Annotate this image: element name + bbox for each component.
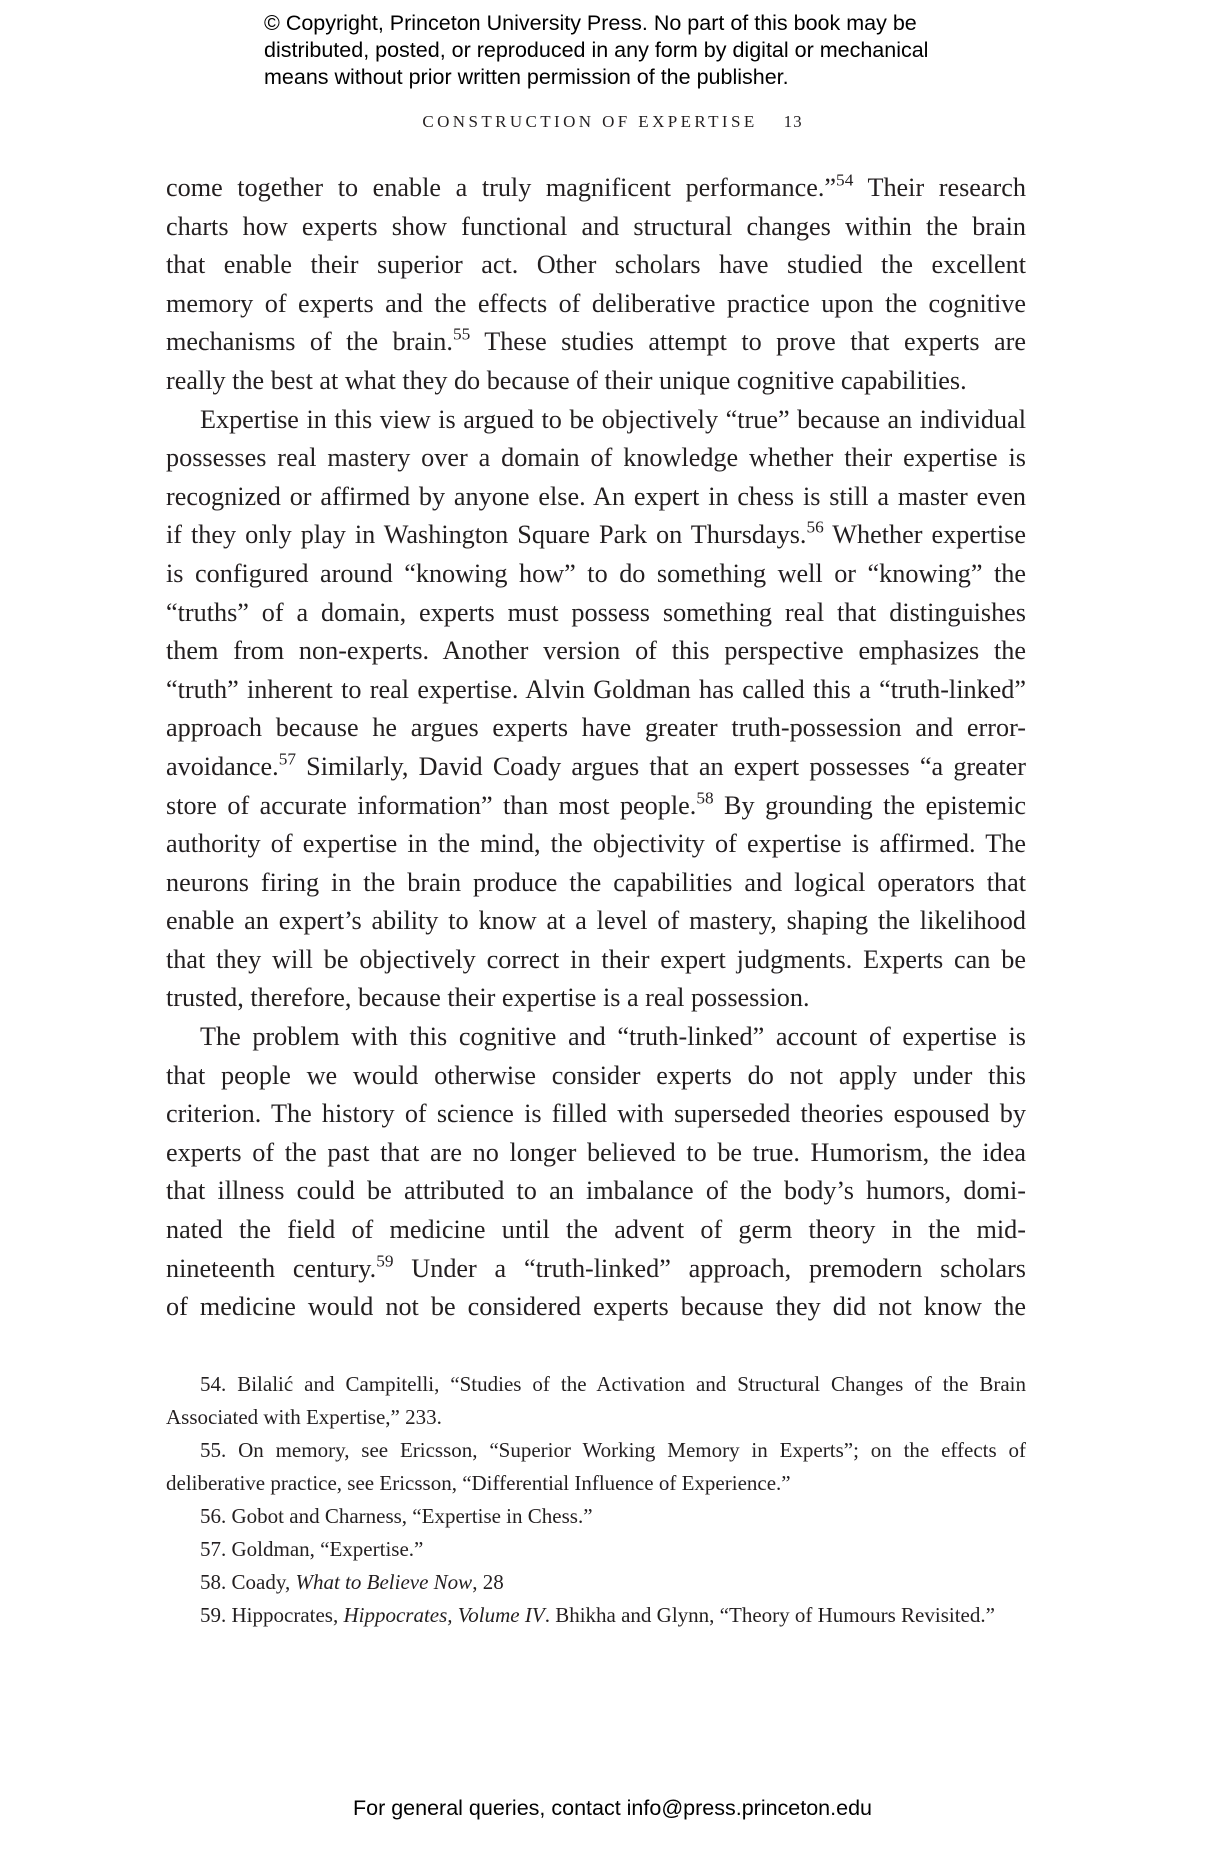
copyright-line: distributed, posted, or reproduced in any form by digital or mechanical <box>264 38 929 62</box>
copyright-line: means without prior written permission of the publisher. <box>264 65 789 89</box>
footnote-54-cont: Associated with Expertise,” 233. <box>166 1405 442 1429</box>
copyright-line: © Copyright, Princeton University Press. No part of this book may be <box>264 11 917 35</box>
footnotes <box>166 1368 1026 1632</box>
footer-contact: For general queries, contact info@press.princeton.edu <box>352 1796 872 1820</box>
body-text <box>166 169 1026 1327</box>
body-line: possesses real mastery over a domain of knowledge whether their expertise is <box>166 443 1026 473</box>
page-number: 13 <box>783 112 803 131</box>
footnote-ref[interactable]: 54 <box>836 170 854 190</box>
body-line: mechanisms of the brain.$^{55}$ These studies attempt to prove that experts are <box>166 324 1026 357</box>
footnote-ref[interactable]: 59 <box>376 1250 394 1270</box>
body-line: really the best at what they do because of their unique cognitive capabilities. <box>166 365 967 395</box>
footnote-55: 55. On memory, see Ericsson, “Superior Working Memory in Experts”; on the effects of <box>200 1438 1026 1462</box>
body-line: Expertise in this view is argued to be objectively “true” because an individual <box>200 404 1026 434</box>
footnote-59: 59. Hippocrates, Hippocrates, Volume IV. Bhikha and Glynn, “Theory of Humours Revisited.” <box>200 1603 995 1627</box>
footnote-ref[interactable]: 56 <box>806 517 824 537</box>
body-line: authority of expertise in the mind, the objectivity of expertise is affirmed. The <box>166 829 1026 859</box>
body-line: enable an expert’s ability to know at a level of mastery, shaping the likelihood <box>166 906 1026 936</box>
body-line: avoidance.$^{57}$ Similarly, David Coady argues that an expert possesses “a greater <box>166 749 1026 781</box>
body-line: come together to enable a truly magnificent performance.”$^{54}$ Their research <box>166 170 1026 202</box>
footnote-58: 58. Coady, What to Believe Now, 28 <box>200 1570 504 1594</box>
footnote-57: 57. Goldman, “Expertise.” <box>200 1537 424 1561</box>
running-head-title: CONSTRUCTION OF EXPERTISE <box>422 112 758 131</box>
body-line: The problem with this cognitive and “truth-linked” account of expertise is <box>200 1022 1026 1052</box>
body-line: criterion. The history of science is filled with superseded theories espoused by <box>166 1099 1026 1129</box>
body-line: approach because he argues experts have greater truth-possession and error- <box>166 713 1026 743</box>
footnote-55-cont: deliberative practice, see Ericsson, “Differential Influence of Experience.” <box>166 1471 791 1495</box>
footnote-54: 54. Bilalić and Campitelli, “Studies of the Activation and Structural Changes of the Brain <box>200 1372 1026 1396</box>
body-line: store of accurate information” than most people.$^{58}$ By grounding the epistemic <box>166 787 1026 820</box>
body-line: that enable their superior act. Other scholars have studied the excellent <box>166 250 1026 280</box>
body-line: charts how experts show functional and structural changes within the brain <box>166 211 1026 241</box>
book-title: Hippocrates, Volume IV <box>343 1603 545 1627</box>
body-line: is configured around “knowing how” to do something well or “knowing” the <box>166 558 1026 588</box>
body-line: them from non-experts. Another version of this perspective emphasizes the <box>166 636 1026 666</box>
body-line: that illness could be attributed to an imbalance of the body’s humors, domi- <box>166 1176 1026 1206</box>
book-title: What to Believe Now <box>295 1570 473 1594</box>
body-line: neurons firing in the brain produce the capabilities and logical operators that <box>166 867 1026 897</box>
body-line: if they only play in Washington Square Park on Thursdays.$^{56}$ Whether expertise <box>166 517 1026 550</box>
body-line: trusted, therefore, because their expertise is a real possession. <box>166 983 810 1013</box>
body-line: recognized or affirmed by anyone else. An expert in chess is still a master even <box>166 481 1026 511</box>
body-line: nineteenth century.$^{59}$ Under a “truth-linked” approach, premodern scholars <box>166 1250 1026 1283</box>
body-line: experts of the past that are no longer believed to be true. Humorism, the idea <box>166 1137 1026 1167</box>
body-line: memory of experts and the effects of deliberative practice upon the cognitive <box>166 288 1026 318</box>
footnote-ref[interactable]: 58 <box>696 787 714 807</box>
body-line: that they will be objectively correct in their expert judgments. Experts can be <box>166 944 1026 974</box>
body-line: nated the field of medicine until the advent of germ theory in the mid- <box>166 1215 1026 1245</box>
copyright-notice <box>264 10 1024 91</box>
footnote-56: 56. Gobot and Charness, “Expertise in Chess.” <box>200 1504 593 1528</box>
body-line: “truth” inherent to real expertise. Alvin Goldman has called this a “truth-linked” <box>166 674 1026 704</box>
body-line: “truths” of a domain, experts must possess something real that distinguishes <box>166 597 1026 627</box>
footnote-ref[interactable]: 55 <box>452 324 471 344</box>
body-line: of medicine would not be considered experts because they did not know the <box>166 1292 1026 1322</box>
footnote-ref[interactable]: 57 <box>278 749 296 769</box>
running-head <box>0 112 1225 132</box>
body-line: that people we would otherwise consider experts do not apply under this <box>166 1060 1026 1090</box>
